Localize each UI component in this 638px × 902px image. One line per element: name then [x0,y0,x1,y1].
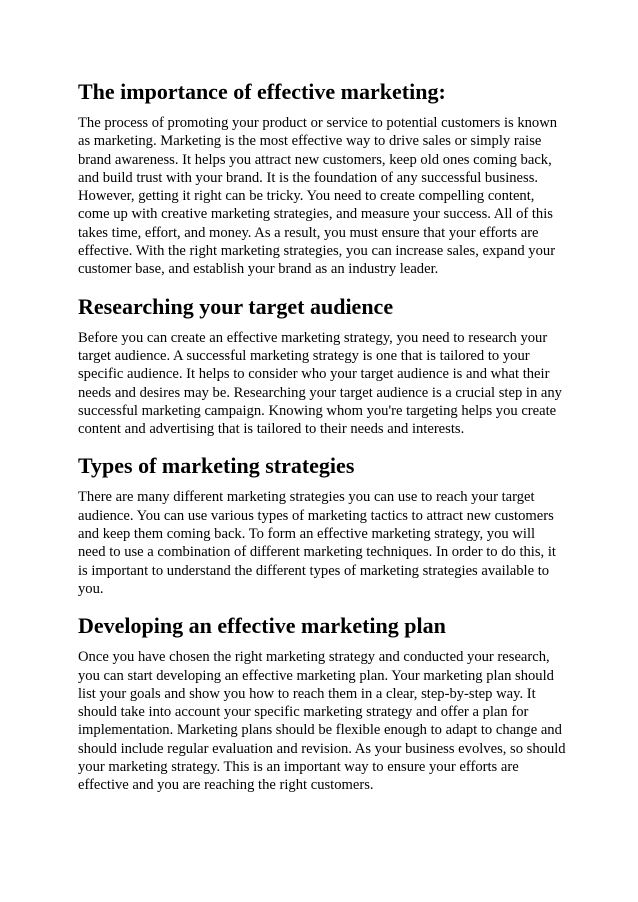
section-heading: The importance of effective marketing: [78,79,446,104]
section-heading: Types of marketing strategies [78,453,355,479]
section-paragraph: The process of promoting your product or service to potential customers is known as marketing. Marketing is the most effective way to drive sales or simply raise brand awareness. It helps you attract new customers, keep old ones coming back, and build trust with your brand. It is the foundation of any successful business. However, getting it right can be tricky. You need to create compelling content, come up with creative marketing strategies, and measure your success. All of this takes time, effort, and money. As a result, you must ensure that your efforts are effective. With the right marketing strategies, you can increase sales, expand your customer base, and establish your brand as an industry leader. [78,115,558,278]
section-researching-audience [78,293,566,439]
section-types-of-strategies [78,452,566,598]
section-heading: Researching your target audience [78,293,394,319]
section-heading: Developing an effective marketing plan [78,613,446,639]
section-paragraph: Before you can create an effective marketing strategy, you need to research your target audience. A successful marketing strategy is one that is tailored to your specific audience. It helps to consider who your target audience is and what their needs and desires may be. Researching your target audience is a crucial step in any successful marketing campaign. Knowing whom you're targeting helps you create content and advertising that is tailored to their needs and interests. [78,329,562,438]
section-importance-of-marketing [78,78,566,279]
section-paragraph: Once you have chosen the right marketing strategy and conducted your research, you can start developing an effective marketing plan. Your marketing plan should list your goals and show you how to reach them in a clear, step-by-step way. It should take into account your specific marketing strategy and offer a plan for implementation. Marketing plans should be flexible enough to adapt to change and should include regular evaluation and revision. As your business evolves, so should your marketing strategy. This is an important way to ensure your efforts are effective and you are reaching the right customers. [78,649,566,794]
section-paragraph: There are many different marketing strategies you can use to reach your target audience. You can use various types of marketing tactics to attract new customers and keep them coming back. To form an effective marketing strategy, you will need to use a combination of different marketing techniques. In order to do this, it is important to understand the different types of marketing strategies available to you. [78,489,556,597]
document-page [78,78,566,795]
section-developing-plan [78,612,566,794]
